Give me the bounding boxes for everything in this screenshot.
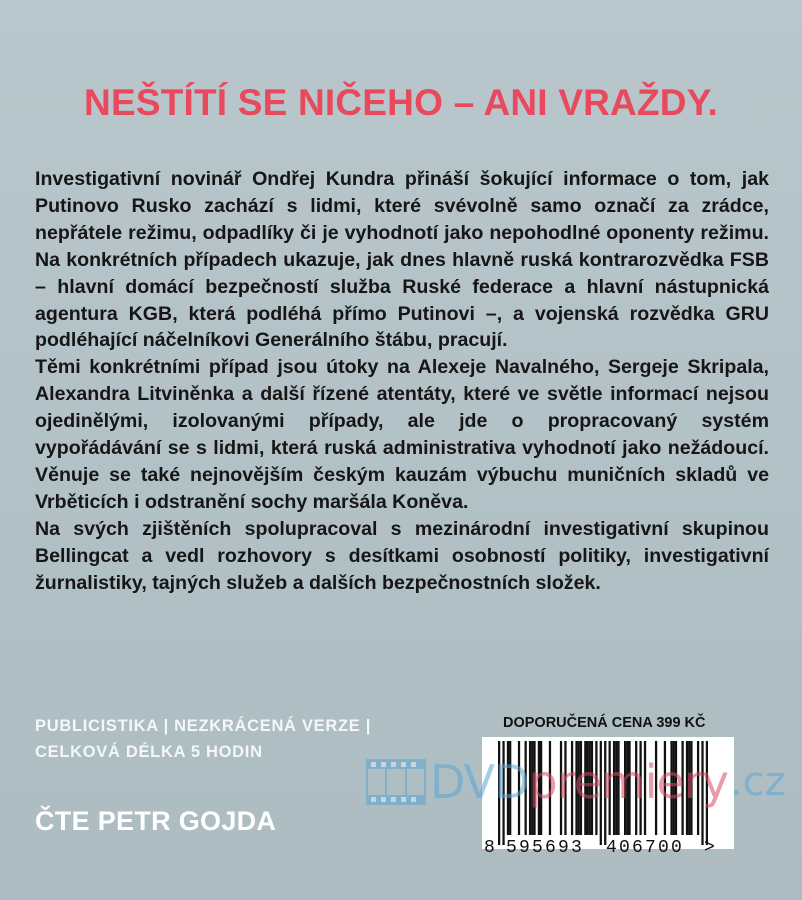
film-strip-icon: [366, 759, 426, 805]
barcode-lead-digit: 8: [484, 838, 495, 858]
barcode-digits-left: 595693: [506, 838, 585, 858]
watermark-cz: .cz: [729, 759, 786, 805]
genre-line-1: PUBLICISTIKA | NEZKRÁCENÁ VERZE |: [35, 717, 372, 735]
headline: NEŠTÍTÍ SE NIČEHO – ANI VRAŽDY.: [84, 82, 718, 123]
reader-credit: ČTE PETR GOJDA: [35, 806, 277, 836]
watermark-dvd: DVD: [430, 755, 529, 809]
recommended-price: DOPORUČENÁ CENA 399 KČ: [503, 715, 706, 731]
blurb-paragraph-2: Těmi konkrétními případ jsou útoky na Alexeje Navalného, Sergeje Skripala, Alexandra Litviněnka a další řízené atentáty, které ve světle informací nejsou ojedinělými, izolovanými případy, ale jde o propracovaný systém vypořádávání se s lidmi, která ruská administrativa vyhodnotí jako nežádoucí. Věnuje se také nejnovějším českým kauzám výbuchu muničních skladů ve Vrběticích i odstranění sochy maršála Koněva.: [35, 356, 769, 513]
blurb: [35, 166, 769, 597]
barcode-arrow: >: [704, 838, 715, 858]
dvdpremiery-watermark: [366, 752, 786, 812]
genre-line-2: CELKOVÁ DÉLKA 5 HODIN: [35, 743, 263, 761]
barcode-digits-right: 406700: [606, 838, 685, 858]
blurb-paragraph-3: Na svých zjištěních spolupracoval s mezinárodní investigativní skupinou Bellingcat a vedl rozhovory s desítkami osobností politiky, investigativní žurnalistiky, tajných služeb a dalších bezpečnostních složek.: [35, 517, 769, 594]
watermark-premiery: premiery: [528, 755, 728, 809]
blurb-paragraph-1: Investigativní novinář Ondřej Kundra přináší šokující informace o tom, jak Putinovo Rusko zachází s lidmi, které svévolně samo označí za zrádce, nepřátele režimu, odpadlíky či je vyhodnotí jako nepohodlné oponenty režimu. Na konkrétních případech ukazuje, jak dnes hlavně ruská kontrarozvědka FSB – hlavní domácí bezpečností služba Ruské federace a hlavní nástupnická agentura KGB, která podléhá přímo Putinovi –, a vojenská rozvědka GRU podléhající náčelníkovi Generálního štábu, pracují.: [35, 168, 769, 352]
